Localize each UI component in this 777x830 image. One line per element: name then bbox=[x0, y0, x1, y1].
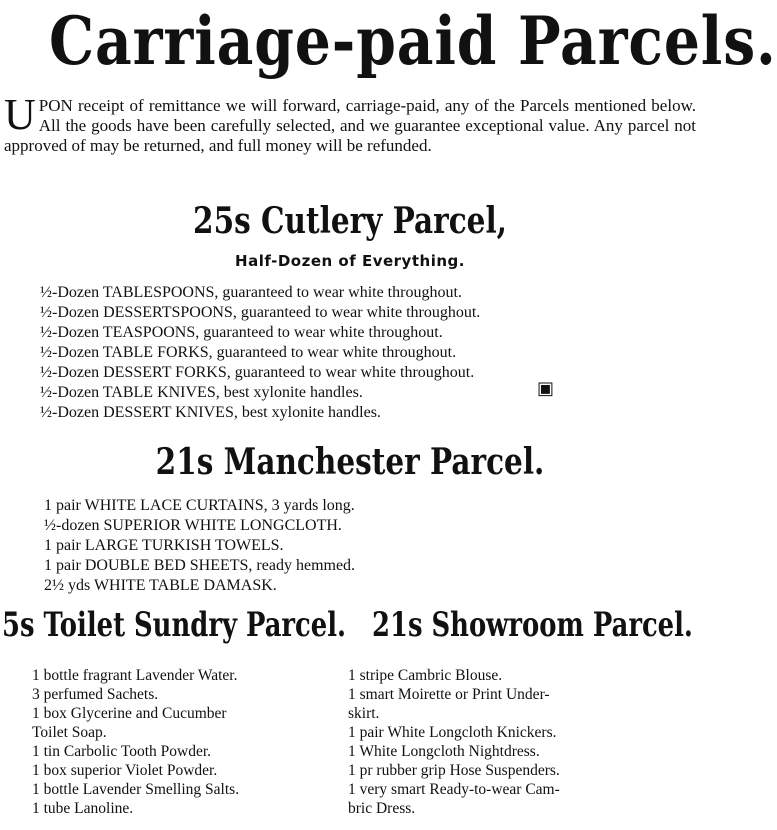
list-item: ½-Dozen DESSERTSPOONS, guaranteed to wear white throughout. bbox=[40, 304, 481, 321]
list-item: 1 smart Moirette or Print Under- bbox=[348, 686, 550, 703]
list-item: 1 pair WHITE LACE CURTAINS, 3 yards long. bbox=[44, 497, 355, 514]
manchester-parcel-title: 21s Manchester Parcel. bbox=[155, 441, 545, 483]
list-item: ½-Dozen TEASPOONS, guaranteed to wear white throughout. bbox=[40, 324, 443, 341]
printer-ornament-icon: ▣ bbox=[537, 378, 555, 399]
list-item: 1 bottle fragrant Lavender Water. bbox=[32, 667, 238, 684]
intro-paragraph bbox=[4, 90, 696, 156]
cutlery-parcel-subtitle: Half-Dozen of Everything. bbox=[235, 252, 465, 270]
list-item: ½-dozen SUPERIOR WHITE LONGCLOTH. bbox=[44, 517, 342, 534]
list-item: ½-Dozen TABLESPOONS, guaranteed to wear white throughout. bbox=[40, 284, 462, 301]
list-item: 1 pair LARGE TURKISH TOWELS. bbox=[44, 537, 284, 554]
list-item: ½-Dozen TABLE FORKS, guaranteed to wear white throughout. bbox=[40, 344, 457, 361]
list-item-continuation: bric Dress. bbox=[348, 800, 416, 817]
toilet-parcel-list bbox=[32, 666, 239, 818]
list-item: 1 White Longcloth Nightdress. bbox=[348, 743, 540, 760]
list-item: 3 perfumed Sachets. bbox=[32, 686, 159, 703]
showroom-parcel-list bbox=[348, 666, 560, 818]
list-item: 1 box superior Violet Powder. bbox=[32, 762, 218, 779]
list-item: ½-Dozen TABLE KNIVES, best xylonite handles. bbox=[40, 384, 363, 401]
list-item-continuation: Toilet Soap. bbox=[32, 724, 107, 741]
list-item: 1 tin Carbolic Tooth Powder. bbox=[32, 743, 212, 760]
manchester-parcel-list bbox=[44, 496, 355, 596]
list-item: 1 pr rubber grip Hose Suspenders. bbox=[348, 762, 560, 779]
showroom-parcel-title: 21s Showroom Parcel. bbox=[372, 605, 693, 645]
headline: Carriage-paid Parcels. bbox=[49, 2, 777, 80]
list-item: 1 tube Lanoline. bbox=[32, 800, 134, 817]
cutlery-parcel-list bbox=[40, 283, 480, 423]
list-item: ½-Dozen DESSERT KNIVES, best xylonite handles. bbox=[40, 404, 381, 421]
list-item: 1 pair DOUBLE BED SHEETS, ready hemmed. bbox=[44, 557, 356, 574]
toilet-parcel-title: 5s Toilet Sundry Parcel. bbox=[2, 605, 347, 645]
list-item: 1 very smart Ready-to-wear Cam- bbox=[348, 781, 560, 798]
list-item: 2½ yds WHITE TABLE DAMASK. bbox=[44, 577, 277, 594]
list-item: 1 box Glycerine and Cucumber bbox=[32, 705, 227, 722]
intro-text: PON receipt of remittance we will forward, carriage-paid, any of the Parcels mentioned below. All the goods have been carefully selected, and we guarantee exceptional value. Any parcel not approved of may be returned, and full money will be refunded. bbox=[4, 96, 696, 155]
list-item: 1 bottle Lavender Smelling Salts. bbox=[32, 781, 240, 798]
list-item-continuation: skirt. bbox=[348, 705, 380, 722]
list-item: ½-Dozen DESSERT FORKS, guaranteed to wear white throughout. bbox=[40, 364, 475, 381]
list-item: 1 stripe Cambric Blouse. bbox=[348, 667, 503, 684]
drop-cap: U bbox=[4, 90, 36, 139]
list-item: 1 pair White Longcloth Knickers. bbox=[348, 724, 557, 741]
cutlery-parcel-title: 25s Cutlery Parcel, bbox=[193, 200, 507, 242]
